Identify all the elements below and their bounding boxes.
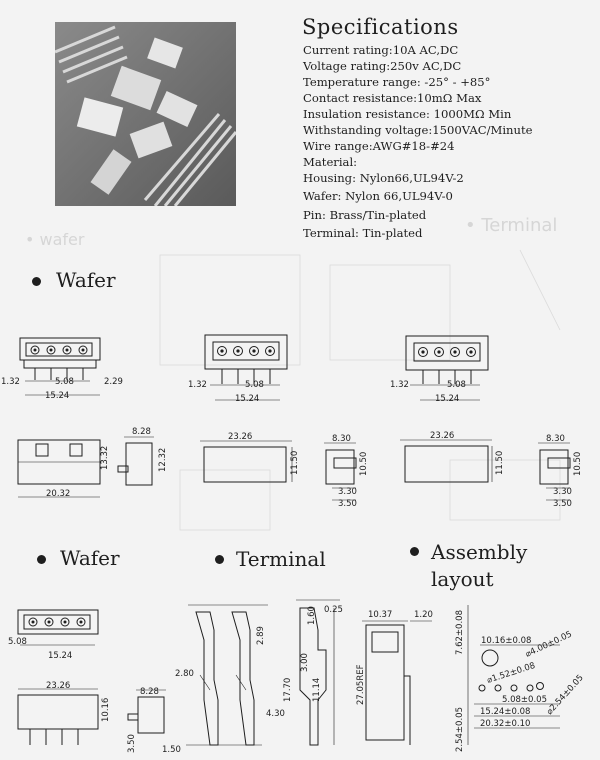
dim-label: 23.26 [228, 432, 253, 442]
dim-label: 17.70 [283, 677, 293, 702]
wafer-bottom-view-bottom [18, 689, 98, 745]
ghost-text-terminal: • Terminal [465, 215, 558, 236]
spec-current-rating: Current rating:10A AC,DC [303, 43, 459, 57]
dim-label: 15.24±0.08 [480, 707, 531, 717]
dim-label: 5.08 [245, 380, 264, 390]
dim-label: 5.08 [8, 637, 27, 647]
dim-label: 3.50 [338, 499, 357, 509]
dim-label: 3.50 [553, 499, 572, 509]
dim-label: 5.08 [55, 377, 74, 387]
dim-label: 3.30 [553, 487, 572, 497]
dim-label: 7.62±0.08 [455, 610, 465, 655]
dim-label: 5.08 [447, 380, 466, 390]
dim-label: 20.32±0.10 [480, 719, 531, 729]
dim-label: 8.30 [332, 434, 351, 444]
section-heading-wafer-2: Wafer [60, 546, 120, 570]
dim-label: 3.30 [338, 487, 357, 497]
wafer-front-view-right [406, 336, 488, 400]
spec-terminal: Terminal: Tin-plated [303, 226, 423, 240]
spec-contact-resistance: Contact resistance:10mΩ Max [303, 91, 482, 105]
dim-label: 12.32 [158, 447, 168, 472]
dim-label: 2.54±0.05 [455, 707, 465, 752]
dim-label: 15.24 [235, 394, 260, 404]
dim-label: 11.50 [495, 450, 505, 475]
specifications-title: Specifications [302, 15, 459, 39]
dim-label: 8.30 [546, 434, 565, 444]
dim-label: 10.16±0.08 [481, 636, 532, 646]
spec-temperature-range: Temperature range: -25° - +85° [303, 75, 491, 89]
dim-label: 15.24 [48, 651, 73, 661]
dim-label: 13.32 [100, 445, 110, 470]
dim-label: 2.80 [175, 669, 194, 679]
spec-pin: Pin: Brass/Tin-plated [303, 208, 427, 222]
dim-label: 5.08±0.05 [502, 695, 547, 705]
wafer-bottom-view-middle [200, 441, 292, 482]
dim-label: 10.50 [573, 451, 583, 476]
dim-label: 4.30 [266, 709, 285, 719]
dim-label: 27.05REF [356, 664, 366, 705]
section-heading-terminal: Terminal [236, 547, 326, 571]
dim-label: 23.26 [46, 681, 71, 691]
dim-label: 8.28 [132, 427, 151, 437]
wafer-front-view-bottom [18, 610, 98, 645]
dim-label: ⌀2.54±0.05 [544, 673, 586, 718]
dim-label: 8.28 [140, 687, 159, 697]
dim-label: 2.89 [256, 626, 266, 645]
section-heading-assembly: Assembly [431, 540, 528, 564]
dim-label: 10.16 [101, 697, 111, 722]
dim-label: 1.50 [162, 745, 181, 755]
wafer-side-view-small [118, 437, 154, 485]
dim-label: 3.00 [300, 653, 310, 672]
dim-label: 1.32 [390, 380, 409, 390]
terminal-front-view [186, 605, 268, 745]
dim-label: 1.32 [1, 377, 20, 387]
wafer-front-view-middle [205, 335, 287, 400]
dim-label: ⌀1.52±0.08 [485, 660, 537, 686]
dim-label: 1.60 [307, 606, 317, 625]
dim-label: 11.14 [312, 677, 322, 702]
dim-label: ⌀4.00±0.05 [524, 629, 574, 660]
dim-label: 15.24 [45, 391, 70, 401]
dim-label: 23.26 [430, 431, 455, 441]
assembly-side-view [362, 621, 432, 745]
spec-voltage-rating: Voltage rating:250v AC,DC [303, 59, 462, 73]
spec-insulation-resistance: Insulation resistance: 1000MΩ Min [303, 107, 512, 121]
section-heading-layout: layout [431, 567, 494, 591]
wafer-bottom-view-right [400, 440, 492, 482]
dim-label: 3.50 [127, 734, 137, 753]
spec-wire-range: Wire range:AWG#18-#24 [303, 139, 455, 153]
dim-label: 2.29 [104, 377, 123, 387]
dim-label: 20.32 [46, 489, 71, 499]
spec-material-label: Material: [303, 155, 358, 169]
dim-label: 10.50 [359, 451, 369, 476]
dim-label: 1.20 [414, 610, 433, 620]
dim-label: 10.37 [368, 610, 393, 620]
spec-wafer: Wafer: Nylon 66,UL94V-0 [303, 189, 453, 203]
spec-housing: Housing: Nylon66,UL94V-2 [303, 171, 464, 185]
dim-label: 1.32 [188, 380, 207, 390]
spec-withstanding-voltage: Withstanding voltage:1500VAC/Minute [303, 123, 533, 137]
dim-label: 11.50 [290, 450, 300, 475]
ghost-text-wafer: • wafer [25, 230, 85, 249]
dim-label: 15.24 [435, 394, 460, 404]
dim-label: 0.25 [324, 605, 343, 615]
section-heading-wafer: Wafer [56, 268, 116, 292]
